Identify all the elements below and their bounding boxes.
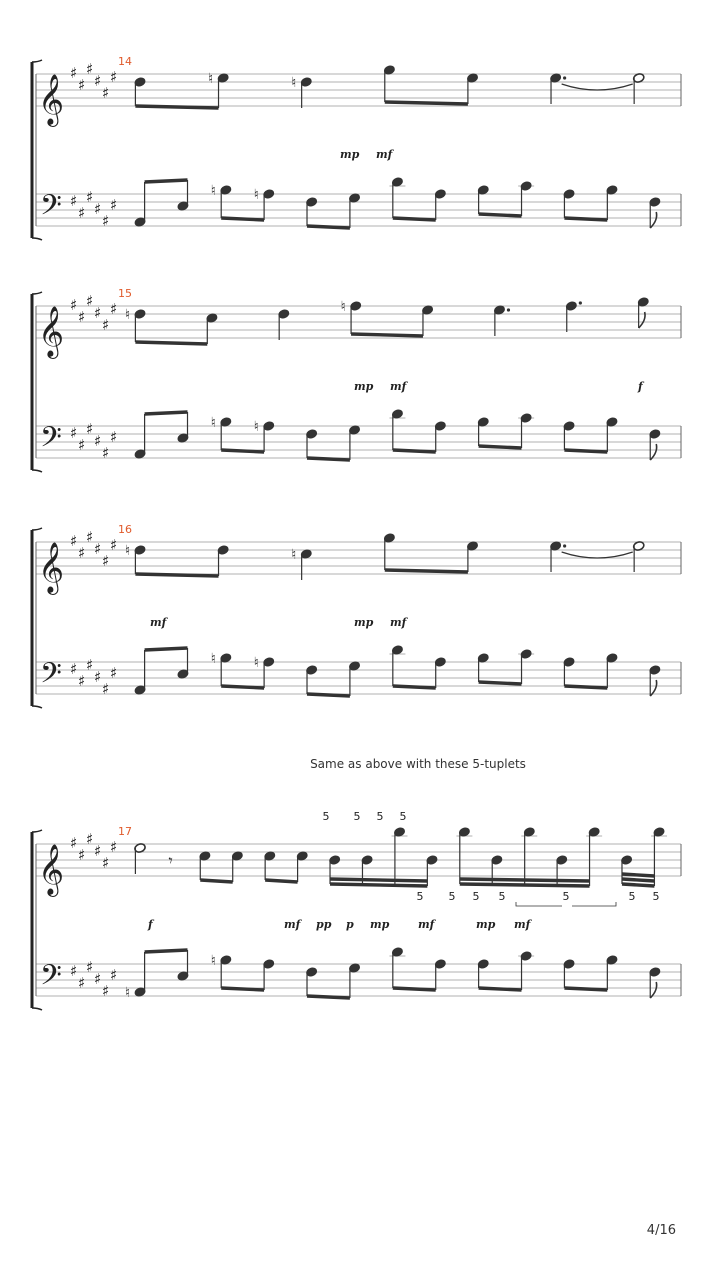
treble-staff <box>36 74 681 106</box>
beam <box>221 450 264 452</box>
beam <box>479 988 522 990</box>
measure-number: 16 <box>118 523 132 536</box>
key-sharp: ♯ <box>70 296 78 314</box>
key-sharp: ♯ <box>110 196 118 214</box>
dynamic-mark: f <box>148 918 153 931</box>
beam <box>221 988 264 990</box>
beam <box>479 214 522 216</box>
beam <box>393 218 436 220</box>
key-sharp: ♯ <box>102 212 110 230</box>
page-number: 4/16 <box>646 1223 676 1238</box>
treble-clef-icon: 𝄞 <box>38 306 65 357</box>
beam <box>145 412 188 414</box>
key-sharp: ♯ <box>102 84 110 102</box>
key-sharp: ♯ <box>102 316 110 334</box>
bass-clef-icon: 𝄢 <box>40 189 62 229</box>
treble-clef-icon: 𝄞 <box>38 542 65 593</box>
natural-sign: ♮ <box>291 75 297 91</box>
dot <box>563 544 566 547</box>
bass-clef-icon: 𝄢 <box>40 959 62 999</box>
beam <box>393 988 436 990</box>
beam <box>351 334 423 336</box>
dot <box>579 301 582 304</box>
beam <box>330 879 427 881</box>
tuplet-number: 5 <box>322 810 330 823</box>
beam <box>385 102 468 104</box>
natural-sign: ♮ <box>125 985 131 1001</box>
dynamic-mark: p <box>346 918 354 931</box>
beam <box>307 996 350 998</box>
treble-staff <box>36 542 681 574</box>
tie <box>562 84 633 90</box>
natural-sign: ♮ <box>291 547 297 563</box>
key-sharp: ♯ <box>110 68 118 86</box>
key-sharp: ♯ <box>70 660 78 678</box>
natural-sign: ♮ <box>210 415 216 431</box>
dynamic-mark: mp <box>340 148 360 161</box>
beam <box>135 574 218 576</box>
beam <box>307 226 350 228</box>
beam <box>479 446 522 448</box>
tuplet-number: 5 <box>498 890 506 903</box>
dynamic-mark: mf <box>418 918 435 931</box>
key-sharp: ♯ <box>94 304 102 322</box>
bass-clef-icon: 𝄢 <box>40 421 62 461</box>
measure-number: 15 <box>118 287 132 300</box>
key-sharp: ♯ <box>94 970 102 988</box>
system-17 <box>32 810 681 1010</box>
beam <box>135 342 207 344</box>
natural-sign: ♮ <box>125 543 131 559</box>
tuplet-number: 5 <box>472 890 480 903</box>
performance-note: Same as above with these 5-tuplets <box>310 757 526 771</box>
natural-sign: ♮ <box>210 651 216 667</box>
key-sharp: ♯ <box>110 536 118 554</box>
dot <box>563 76 566 79</box>
key-sharp: ♯ <box>94 540 102 558</box>
beam <box>564 218 607 220</box>
beam <box>385 570 468 572</box>
dynamic-mark: mp <box>370 918 390 931</box>
key-sharp: ♯ <box>94 200 102 218</box>
beam <box>221 218 264 220</box>
natural-sign: ♮ <box>253 187 259 203</box>
key-sharp: ♯ <box>86 830 94 848</box>
key-sharp: ♯ <box>110 428 118 446</box>
key-sharp: ♯ <box>78 974 86 992</box>
beam <box>479 682 522 684</box>
key-sharp: ♯ <box>94 668 102 686</box>
beam <box>393 686 436 688</box>
natural-sign: ♮ <box>253 655 259 671</box>
natural-sign: ♮ <box>210 183 216 199</box>
key-sharp: ♯ <box>110 300 118 318</box>
system-14 <box>32 55 681 240</box>
key-sharp: ♯ <box>86 60 94 78</box>
bass-clef-icon: 𝄢 <box>40 657 62 697</box>
key-sharp: ♯ <box>78 672 86 690</box>
measure-number: 14 <box>118 55 132 68</box>
beam <box>622 884 654 886</box>
beam <box>564 450 607 452</box>
beam <box>393 450 436 452</box>
beam <box>145 180 188 182</box>
key-sharp: ♯ <box>70 834 78 852</box>
key-sharp: ♯ <box>94 72 102 90</box>
treble-clef-icon: 𝄞 <box>38 844 65 895</box>
key-sharp: ♯ <box>78 544 86 562</box>
key-sharp: ♯ <box>102 854 110 872</box>
treble-staff <box>36 844 681 876</box>
tie <box>562 552 633 558</box>
dynamic-mark: mf <box>514 918 531 931</box>
dynamic-mark: mp <box>354 616 374 629</box>
eighth-rest: 𝄾 <box>168 851 173 870</box>
beam <box>307 694 350 696</box>
tuplet-number: 5 <box>416 890 424 903</box>
natural-sign: ♮ <box>210 953 216 969</box>
measure-number: 17 <box>118 825 132 838</box>
key-sharp: ♯ <box>78 204 86 222</box>
beam <box>145 648 188 650</box>
key-sharp: ♯ <box>70 962 78 980</box>
beam <box>221 686 264 688</box>
key-sharp: ♯ <box>86 656 94 674</box>
key-sharp: ♯ <box>70 424 78 442</box>
dynamic-mark: mf <box>150 616 167 629</box>
dynamic-mark: f <box>638 380 643 393</box>
key-sharp: ♯ <box>86 958 94 976</box>
tuplet-number: 5 <box>448 890 456 903</box>
key-sharp: ♯ <box>86 528 94 546</box>
key-sharp: ♯ <box>70 64 78 82</box>
beam <box>330 884 427 886</box>
treble-clef-icon: 𝄞 <box>38 74 65 125</box>
beam <box>307 458 350 460</box>
key-sharp: ♯ <box>70 192 78 210</box>
key-sharp: ♯ <box>102 680 110 698</box>
dynamic-mark: mf <box>390 616 407 629</box>
dot <box>507 308 510 311</box>
key-sharp: ♯ <box>102 444 110 462</box>
tuplet-number: 5 <box>399 810 407 823</box>
natural-sign: ♮ <box>340 299 346 315</box>
key-sharp: ♯ <box>86 292 94 310</box>
key-sharp: ♯ <box>78 308 86 326</box>
natural-sign: ♮ <box>253 419 259 435</box>
key-sharp: ♯ <box>94 432 102 450</box>
beam <box>564 686 607 688</box>
beam <box>145 950 188 952</box>
key-sharp: ♯ <box>78 76 86 94</box>
key-sharp: ♯ <box>78 846 86 864</box>
tuplet-number: 5 <box>628 890 636 903</box>
system-15 <box>32 287 681 472</box>
key-sharp: ♯ <box>86 188 94 206</box>
key-sharp: ♯ <box>86 420 94 438</box>
key-sharp: ♯ <box>102 982 110 1000</box>
key-sharp: ♯ <box>70 532 78 550</box>
beam <box>460 879 590 881</box>
tuplet-number: 5 <box>353 810 361 823</box>
natural-sign: ♮ <box>208 71 214 87</box>
dynamic-mark: mf <box>284 918 301 931</box>
key-sharp: ♯ <box>94 842 102 860</box>
natural-sign: ♮ <box>125 307 131 323</box>
key-sharp: ♯ <box>110 838 118 856</box>
tuplet-number: 5 <box>562 890 570 903</box>
dynamic-mark: mf <box>390 380 407 393</box>
system-16 <box>32 523 681 708</box>
dynamic-mark: mf <box>376 148 393 161</box>
dynamic-mark: pp <box>316 918 332 931</box>
beam <box>265 880 297 882</box>
score-systems <box>32 55 681 1010</box>
beam <box>135 106 218 108</box>
tuplet-number: 5 <box>652 890 660 903</box>
key-sharp: ♯ <box>110 664 118 682</box>
dynamic-mark: mp <box>476 918 496 931</box>
beam <box>564 988 607 990</box>
key-sharp: ♯ <box>102 552 110 570</box>
beam <box>460 884 590 886</box>
beam <box>622 874 654 876</box>
beam <box>622 879 654 881</box>
beam <box>200 880 232 882</box>
tuplet-number: 5 <box>376 810 384 823</box>
key-sharp: ♯ <box>110 966 118 984</box>
dynamic-mark: mp <box>354 380 374 393</box>
key-sharp: ♯ <box>78 436 86 454</box>
